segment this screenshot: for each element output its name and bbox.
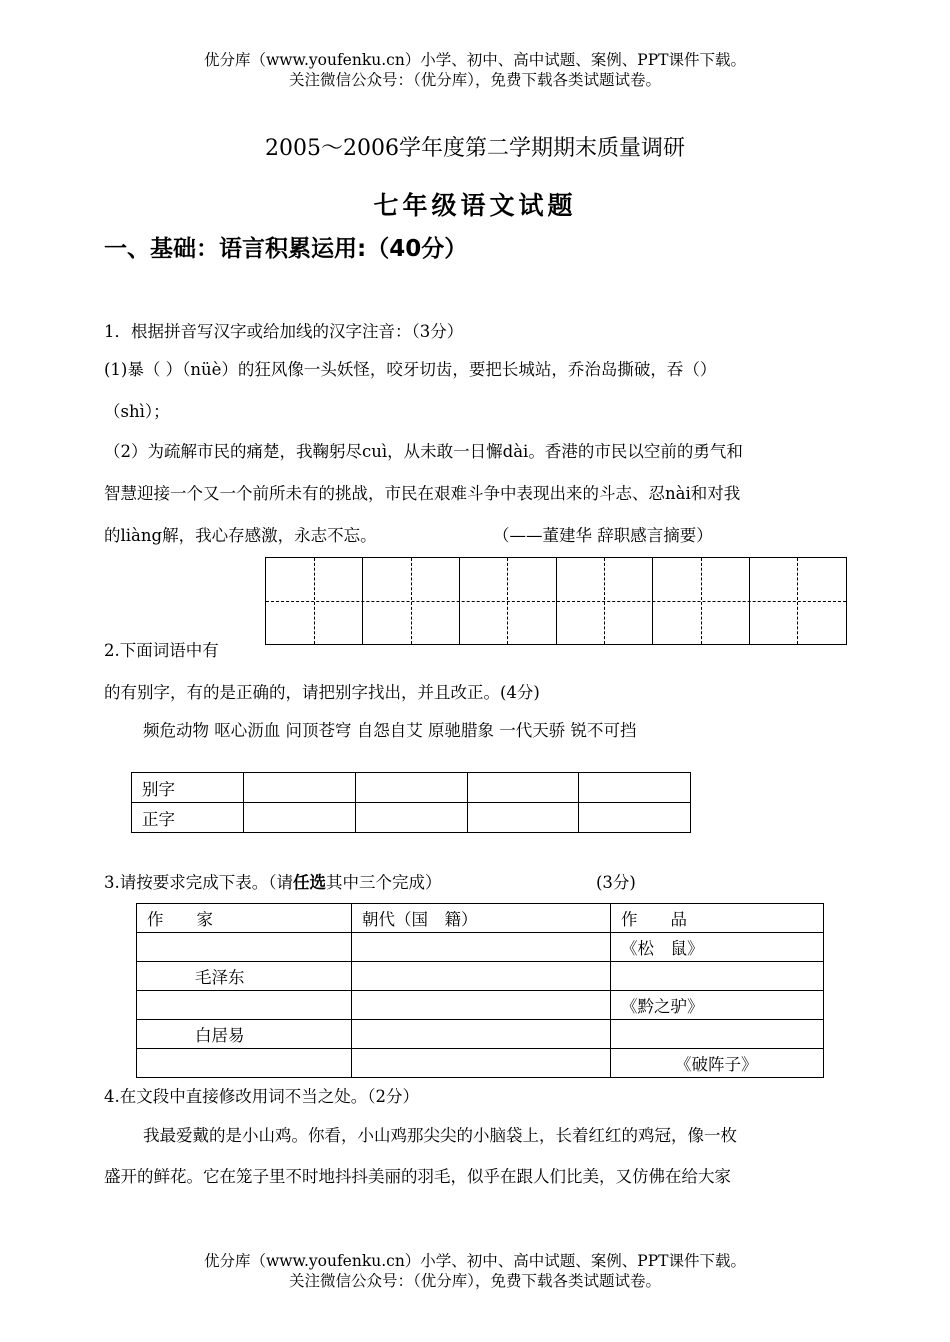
work-cell[interactable]: 《黔之驴》 bbox=[611, 991, 824, 1020]
grid-dash bbox=[314, 558, 315, 644]
q1-line-5: 的liàng解，我心存感激，永志不忘。 bbox=[104, 526, 377, 545]
grid-dash bbox=[604, 558, 605, 644]
typo-answer-cell[interactable] bbox=[244, 803, 356, 833]
author-table bbox=[136, 903, 824, 1078]
dynasty-cell[interactable] bbox=[352, 1049, 611, 1078]
author-cell[interactable] bbox=[137, 933, 352, 962]
work-header: 作 品 bbox=[611, 904, 824, 933]
author-cell[interactable] bbox=[137, 1049, 352, 1078]
grid-cell-border bbox=[652, 558, 653, 644]
q1-line-3: （2）为疏解市民的痛楚，我鞠躬尽cuì，从未敢一日懈dài。香港的市民以空前的勇气和 bbox=[104, 442, 743, 461]
typo-row-label: 别字 bbox=[132, 773, 244, 803]
typo-answer-cell[interactable] bbox=[467, 773, 579, 803]
grid-dash bbox=[701, 558, 702, 644]
author-cell[interactable]: 毛泽东 bbox=[137, 962, 352, 991]
q3-score: (3分) bbox=[596, 873, 636, 892]
grid-dash bbox=[411, 558, 412, 644]
work-cell[interactable] bbox=[611, 1020, 824, 1049]
typo-table bbox=[131, 772, 691, 833]
dynasty-header: 朝代（国 籍） bbox=[352, 904, 611, 933]
q4-paragraph-line-1: 我最爱戴的是小山鸡。你看，小山鸡那尖尖的小脑袋上，长着红红的鸡冠，像一枚 bbox=[143, 1126, 737, 1145]
typo-row-label: 正字 bbox=[132, 803, 244, 833]
dynasty-cell[interactable] bbox=[352, 962, 611, 991]
grid-cell-border bbox=[459, 558, 460, 644]
typo-answer-cell[interactable] bbox=[355, 803, 467, 833]
q1-prompt: 1．根据拼音写汉字或给加线的汉字注音：（3分） bbox=[104, 322, 464, 341]
grid-dash bbox=[507, 558, 508, 644]
typo-answer-cell[interactable] bbox=[355, 773, 467, 803]
q1-line-4: 智慧迎接一个又一个前所未有的挑战，市民在艰难斗争中表现出来的斗志、忍nài和对我 bbox=[104, 484, 741, 503]
q4-paragraph-line-2: 盛开的鲜花。它在笼子里不时地抖抖美丽的羽毛，似乎在跟人们比美，又仿佛在给大家 bbox=[104, 1167, 731, 1186]
work-cell[interactable]: 《松 鼠》 bbox=[611, 933, 824, 962]
typo-answer-cell[interactable] bbox=[244, 773, 356, 803]
dynasty-cell[interactable] bbox=[352, 991, 611, 1020]
author-cell[interactable]: 白居易 bbox=[137, 1020, 352, 1049]
footer-line-2: 关注微信公众号：（优分库），免费下载各类试题试卷。 bbox=[288, 1272, 661, 1290]
typo-answer-cell[interactable] bbox=[579, 803, 691, 833]
q2-words: 频危动物 呕心沥血 问顶苍穹 自怨自艾 原驰腊象 一代天骄 锐不可挡 bbox=[143, 721, 637, 740]
dynasty-cell[interactable] bbox=[352, 1020, 611, 1049]
work-cell[interactable]: 《破阵子》 bbox=[611, 1049, 824, 1078]
header-line-2: 关注微信公众号：（优分库），免费下载各类试题试卷。 bbox=[288, 71, 661, 89]
grid-cell-border bbox=[556, 558, 557, 644]
q2-prompt: 2.下面词语中有 bbox=[104, 641, 219, 660]
typo-answer-cell[interactable] bbox=[579, 773, 691, 803]
dynasty-cell[interactable] bbox=[352, 933, 611, 962]
q3-prompt-a: 3.请按要求完成下表。（请 bbox=[104, 873, 293, 892]
page-title: 2005～2006学年度第二学期期末质量调研 bbox=[265, 136, 685, 161]
writing-grid[interactable] bbox=[265, 557, 847, 645]
q3-prompt bbox=[104, 869, 442, 893]
q1-line-2: （shì）； bbox=[104, 402, 170, 421]
work-cell[interactable] bbox=[611, 962, 824, 991]
q2-prompt-cont: 的有别字，有的是正确的，请把别字找出，并且改正。(4分) bbox=[104, 683, 540, 702]
q1-line-1: (1)暴（ ）（nüè）的狂风像一头妖怪，咬牙切齿，要把长城站，乔治岛撕破，吞（） bbox=[104, 360, 717, 379]
grid-cell-border bbox=[362, 558, 363, 644]
typo-answer-cell[interactable] bbox=[467, 803, 579, 833]
page-subtitle: 七年级语文试题 bbox=[373, 191, 577, 220]
q3-prompt-emphasis: 任选 bbox=[293, 873, 326, 892]
footer-line-1: 优分库（www.youfenku.cn）小学、初中、高中试题、案例、PPT课件下载。 bbox=[203, 1252, 747, 1270]
q3-prompt-c: 其中三个完成） bbox=[326, 873, 442, 892]
author-header: 作 家 bbox=[137, 904, 352, 933]
header-line-1: 优分库（www.youfenku.cn）小学、初中、高中试题、案例、PPT课件下载。 bbox=[203, 51, 747, 69]
q4-prompt: 4.在文段中直接修改用词不当之处。（2分） bbox=[104, 1087, 419, 1106]
grid-dash bbox=[797, 558, 798, 644]
section-heading: 一、基础：语言积累运用:（40分） bbox=[104, 236, 468, 262]
grid-cell-border bbox=[749, 558, 750, 644]
author-cell[interactable] bbox=[137, 991, 352, 1020]
q1-source: （——董建华 辞职感言摘要） bbox=[493, 526, 713, 545]
